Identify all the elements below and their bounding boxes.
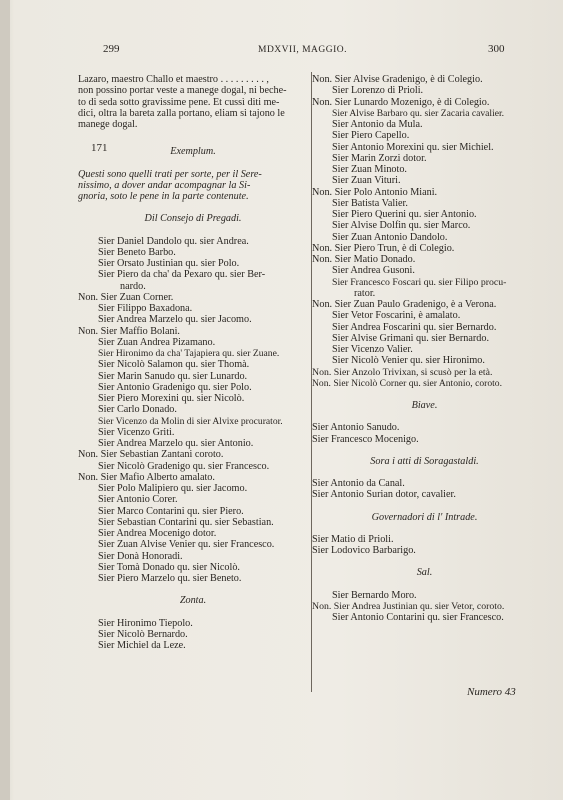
list-item: Sier Zuan Andrea Pizamano. (98, 336, 216, 348)
list-item: Sier Tomà Donado qu. sier Nicolò. (98, 561, 240, 573)
list-item: Sier Antonio Surian dotor, cavalier. (312, 489, 456, 501)
right-column (312, 74, 537, 623)
list-pregadi-continued (312, 74, 537, 389)
list-item: nardo. (120, 280, 146, 292)
text-line: to di seda sotto gravissime pene. Et cussì diti me- (78, 96, 280, 108)
text-line: non possino portar veste a manege dogal, ni beche- (78, 85, 287, 97)
text-line: Lazaro, maestro Challo et maestro . . . . . . . . . , (78, 74, 269, 85)
section-title-governadori: Governadori di l' Intrade. (371, 511, 478, 523)
list-item: Sier Sebastian Contarini qu. sier Sebastian. (98, 516, 274, 528)
list-item: Sier Andrea Gusoni. (332, 265, 415, 277)
text-line: manege dogal. (78, 119, 138, 130)
signature-mark: Numero 43 (467, 686, 516, 698)
list-item: Sier Antonio da Mula. (332, 119, 423, 130)
section-title-sal: Sal. (416, 567, 433, 579)
list-zonta (78, 618, 308, 652)
exemplum-line: gnoria, soto le pene in la parte contenute. (78, 191, 249, 202)
list-item: Sier Alvise Barbaro qu. sier Zacaria cavalier. (332, 107, 505, 119)
list-item: Sier Hironimo Tiepolo. (98, 617, 193, 629)
list-item: Sier Zuan Minoto. (332, 164, 407, 175)
list-item: Sier Marco Contarini qu. sier Piero. (98, 505, 244, 517)
list-item: Non. Sier Lunardo Mozenigo, è di Colegio. (312, 96, 490, 108)
list-item: Sier Hironimo da cha' Tajapiera qu. sier Zuane. (98, 348, 280, 359)
list-item: Sier Antonio Sanudo. (312, 422, 400, 434)
exemplum-line: nissimo, a dover andar acompagnar la Si- (78, 179, 251, 191)
list-item: Sier Andrea Marzelo qu. sier Jacomo. (98, 314, 252, 326)
exemplum-line: Questi sono quelli trati per sorte, per il Sere- (78, 168, 262, 180)
list-item: Sier Vicenzo da Molin di sier Alvixe procurator. (98, 415, 283, 427)
running-header: MDXVII, MAGGIO. (258, 45, 348, 55)
list-item: Sier Bernardo Moro. (332, 589, 417, 601)
list-item: Sier Matio di Prioli. (312, 533, 394, 545)
section-title-zonta: Zonta. (179, 595, 207, 607)
list-item: Sier Piero Capello. (332, 130, 410, 142)
list-item: Non. Sier Nicolò Corner qu. sier Antonio, coroto. (312, 377, 502, 389)
list-item: Sier Andrea Marzelo qu. sier Antonio. (98, 438, 254, 449)
list-item: Non. Sier Polo Antonio Miani. (312, 186, 438, 198)
list-item: Sier Alvise Grimani qu. sier Bernardo. (332, 332, 490, 344)
list-item: Sier Daniel Dandolo qu. sier Andrea. (98, 235, 249, 247)
section-title-sora: Sora i atti di Soragastaldi. (370, 455, 479, 467)
list-item: Sier Antonio Gradenigo qu. sier Polo. (98, 381, 252, 393)
list-item: rator. (354, 287, 376, 299)
intro-paragraph (78, 74, 308, 130)
list-item: Sier Antonio Contarini qu. sier Francesco. (332, 612, 504, 623)
list-item: Sier Antonio Morexini qu. sier Michiel. (332, 141, 494, 153)
text-line: dici, oltra la bareta zalla portano, eliam si tajono le (78, 107, 285, 119)
list-item: Sier Vetor Foscarini, è amalato. (332, 310, 461, 322)
list-item: Sier Alvise Dolfin qu. sier Marco. (332, 220, 471, 232)
exemplum-title: Exemplum. (170, 146, 216, 158)
list-item: Sier Francesco Foscari qu. sier Filipo procu- (332, 276, 507, 288)
section-title-biave: Biave. (411, 400, 438, 411)
list-item: Sier Antonio da Canal. (312, 478, 405, 489)
list-item: Sier Nicolò Venier qu. sier Hironimo. (332, 355, 485, 367)
list-item: Sier Beneto Barbo. (98, 246, 176, 258)
list-item: Sier Andrea Mocenigo dotor. (98, 528, 217, 539)
left-column (78, 74, 308, 651)
right-page-number: 300 (488, 43, 505, 55)
list-item: Sier Francesco Mocenigo. (312, 433, 419, 445)
list-item: Non. Sier Zuan Paulo Gradenigo, è a Verona. (312, 299, 497, 310)
list-item: Non. Sier Maffio Bolani. (78, 325, 180, 337)
list-item: Sier Zuan Antonio Dandolo. (332, 231, 448, 243)
margin-number: 171 (91, 142, 108, 154)
list-item: Sier Piero Morexini qu. sier Nicolò. (98, 393, 245, 404)
list-item: Sier Filippo Baxadona. (98, 303, 193, 314)
list-item: Sier Lorenzo di Prioli. (332, 85, 424, 97)
list-item: Sier Andrea Foscarini qu. sier Bernardo. (332, 321, 497, 333)
list-item: Sier Zuan Vituri. (332, 175, 401, 187)
list-item: Sier Polo Malipiero qu. sier Jacomo. (98, 483, 248, 494)
list-pregadi (78, 236, 308, 585)
list-item: Non. Sier Matio Donado. (312, 254, 416, 265)
list-item: Sier Piero Querini qu. sier Antonio. (332, 209, 477, 220)
list-item: Sier Marin Sanudo qu. sier Lunardo. (98, 370, 248, 382)
list-item: Sier Zuan Alvise Venier qu. sier Francesco. (98, 539, 275, 551)
list-item: Non. Sier Alvise Gradenigo, è di Colegio. (312, 74, 483, 85)
list-item: Sier Carlo Donado. (98, 404, 177, 416)
list-item: Sier Nicolò Gradenigo qu. sier Francesco. (98, 460, 270, 472)
list-item: Sier Orsato Justinian qu. sier Polo. (98, 258, 240, 269)
section-title-pregadi: Dil Consejo di Pregadi. (144, 213, 242, 225)
left-page-number: 299 (103, 43, 120, 55)
list-item: Non. Sier Andrea Justinian qu. sier Vetor, coroto. (312, 600, 505, 612)
list-item: Sier Nicolò Bernardo. (98, 628, 188, 640)
list-item: Non. Sier Anzolo Trivixan, si scusò per la età. (312, 366, 493, 378)
list-item: Sier Vicenzo Valier. (332, 344, 413, 355)
list-item: Non. Sier Zuan Corner. (78, 291, 174, 303)
page-gutter (0, 0, 10, 800)
list-item: Sier Nicolò Salamon qu. sier Thomà. (98, 359, 250, 371)
list-item: Sier Michiel da Leze. (98, 640, 186, 651)
list-item: Sier Lodovico Barbarigo. (312, 545, 416, 556)
list-item: Non. Sier Sebastian Zantani coroto. (78, 449, 224, 461)
list-item: Sier Marin Zorzi dotor. (332, 152, 427, 164)
list-item: Non. Sier Piero Trun, è di Colegio. (312, 242, 455, 254)
list-item: Sier Donà Honoradi. (98, 550, 183, 562)
list-item: Non. Sier Mafio Alberto amalato. (78, 471, 215, 483)
list-item: Sier Vicenzo Griti. (98, 426, 175, 438)
list-item: Sier Antonio Corer. (98, 494, 178, 506)
list-item: Sier Piero Marzelo qu. sier Beneto. (98, 573, 242, 584)
list-item: Sier Batista Valier. (332, 197, 408, 209)
list-item: Sier Piero da cha' da Pexaro qu. sier Ber- (98, 269, 266, 281)
